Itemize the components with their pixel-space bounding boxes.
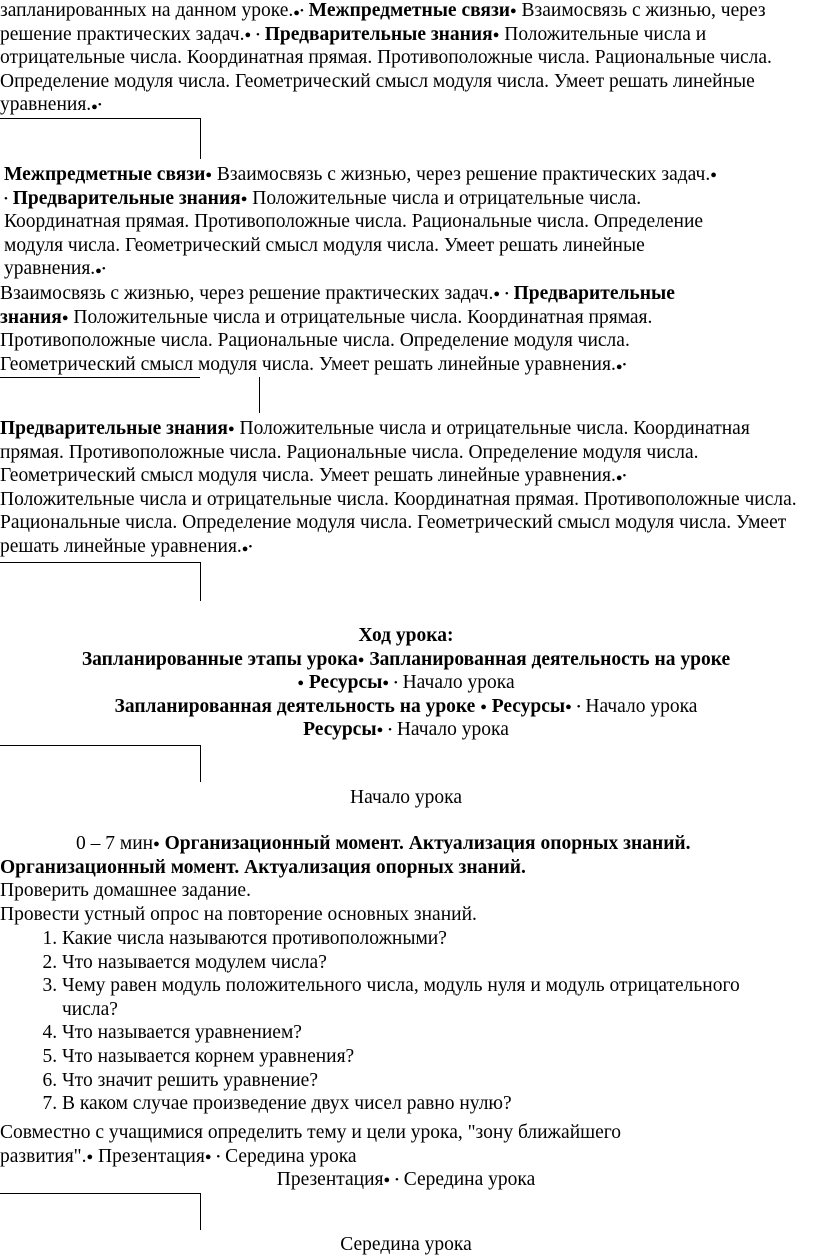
heading-prior-knowledge: Предварительные знания <box>0 418 228 439</box>
paragraph-interdisciplinary <box>0 163 724 281</box>
text-fragment: Начало урока <box>580 695 698 717</box>
text-fragment: Взаимосвязь с жизнью, через решение практических задач. <box>0 283 494 304</box>
bullet-glyph: ● <box>382 677 389 690</box>
bullet-glyph: ● <box>61 311 69 324</box>
text-fragment: Положительные числа и отрицательные числа. Координатная прямая. Противоположные числа. Рациональные числа. Определение модуля числа. Геометрический смысл модуля числа. Умеет решать линейные уравнения. <box>0 488 797 557</box>
text-fragment: Организационный момент. Актуализация опорных знаний. <box>0 856 526 878</box>
text-fragment: Середина урока <box>398 1169 536 1190</box>
bullet-glyph: ● <box>493 288 501 300</box>
bullet-glyph: ● <box>297 677 305 690</box>
text-fragment: Положительные числа и отрицательные числа. Координатная прямая. Противоположные числа. Рациональные числа. Определение модуля числа. Геометрический смысл модуля числа. Умеет решать линейные уравнения. <box>4 187 704 280</box>
bullet-glyph: • <box>216 1150 221 1163</box>
text-fragment: Ресурсы <box>308 672 383 694</box>
heading-prior-knowledge: Предварительные знания <box>0 283 675 328</box>
lesson-course-block <box>0 624 812 742</box>
org-moment-block <box>0 832 812 926</box>
text-fragment: Запланированные этапы урока <box>81 648 358 670</box>
bullet-glyph: • <box>248 540 253 553</box>
text-fragment: Начало урока <box>391 719 509 741</box>
bullet-glyph: ● <box>492 28 500 41</box>
table-cell-border <box>0 562 201 601</box>
text-fragment: Запланированная деятельность на уроке <box>114 695 481 717</box>
table-cell-border <box>259 377 260 413</box>
bullet-glyph: • <box>622 358 627 371</box>
list-item: 6. Что значит решить уравнение? <box>62 1069 790 1093</box>
section-title: Ход урока: <box>358 625 454 646</box>
text-fragment: Презентация <box>276 1169 384 1190</box>
bullet-glyph: ● <box>205 169 212 181</box>
bullet-glyph: ● <box>480 700 487 713</box>
bullet-glyph: • <box>256 28 260 41</box>
text-fragment: Ресурсы <box>486 695 566 717</box>
heading-prior-knowledge: Предварительные знания <box>264 23 493 45</box>
bullet-glyph: • <box>299 5 304 17</box>
bullet-glyph: ● <box>244 28 252 41</box>
text-fragment: Ресурсы <box>303 719 377 741</box>
bullet-glyph: ● <box>241 542 249 555</box>
bullet-glyph: • <box>395 1174 399 1186</box>
list-item: 7. В каком случае произведение двух чисел равно нулю? <box>62 1092 790 1116</box>
text-fragment: Положительные числа и отрицательные числа. Координатная прямая. Противоположные числа. Рациональные числа. Определение модуля числа. Геометрический смысл модуля числа. Умеет решать линейные уравнения. <box>0 23 772 116</box>
bullet-glyph: ● <box>510 5 517 17</box>
heading-interdisciplinary: Межпредметные связи <box>308 0 511 21</box>
list-item: 2. Что называется модулем числа? <box>62 951 790 975</box>
bullet-glyph: ● <box>95 265 102 278</box>
bullet-glyph: ● <box>376 724 384 737</box>
bullet-glyph: • <box>504 288 509 300</box>
bullet-glyph: ● <box>383 1174 391 1186</box>
bullet-glyph: • <box>4 192 8 205</box>
question-list <box>0 927 790 1116</box>
presentation-line <box>0 1168 812 1192</box>
text-fragment: Организационный момент. Актуализация опорных знаний. <box>159 833 691 854</box>
list-item: 1. Какие числа называются противоположными? <box>62 927 790 951</box>
text-fragment: Положительные числа и отрицательные числа. Координатная прямая. Противоположные числа. Рациональные числа. Определение модуля числа. Геометрический смысл модуля числа. Умеет решать линейные уравнения. <box>0 418 750 487</box>
bullet-glyph: • <box>576 700 581 713</box>
bullet-glyph: ● <box>615 360 623 373</box>
list-item: 4. Что называется уравнением? <box>62 1021 790 1045</box>
text-fragment: Совместно с учащимися определить тему и цели урока, "зону ближайшего развития". <box>0 1122 622 1167</box>
heading-interdisciplinary: Межпредметные связи <box>4 164 206 185</box>
text-fragment: Положительные числа и отрицательные числа. Координатная прямая. Противоположные числа. Рациональные числа. Определение модуля числа. Геометрический смысл модуля числа. Умеет решать линейные уравнения. <box>0 306 653 375</box>
bullet-glyph: • <box>622 470 627 483</box>
list-item: 5. Что называется корнем уравнения? <box>62 1045 790 1069</box>
table-cell-border <box>0 118 201 159</box>
goal-paragraph <box>0 1121 680 1168</box>
text-fragment: Презентация <box>93 1145 205 1167</box>
lesson-middle-heading: Середина урока <box>340 1234 472 1255</box>
text-fragment: Середина урока <box>220 1145 357 1167</box>
paragraph-intro <box>0 0 812 117</box>
bullet-glyph: ● <box>615 472 623 485</box>
time-range: 0 – 7 мин <box>76 833 154 854</box>
table-cell-border <box>0 1193 201 1230</box>
bullet-glyph: ● <box>227 423 235 435</box>
bullet-glyph: • <box>393 677 398 690</box>
bullet-glyph: ● <box>91 101 98 114</box>
paragraph-prior-knowledge <box>0 417 812 559</box>
heading-prior-knowledge: Предварительные знания <box>12 187 241 209</box>
list-item: 3. Чему равен модуль положительного числа, модуль нуля и модуль отрицательного числа? <box>62 974 790 1021</box>
text-fragment: Запланированная деятельность на уроке <box>364 648 731 670</box>
bullet-glyph: • <box>101 263 106 276</box>
bullet-glyph: ● <box>357 653 365 666</box>
bullet-glyph: ● <box>204 1150 212 1163</box>
text-fragment: Взаимосвязь с жизнью, через решение практических задач. <box>212 164 711 185</box>
text-fragment: Начало урока <box>397 672 515 694</box>
table-cell-border <box>0 377 200 378</box>
bullet-glyph: ● <box>293 7 300 19</box>
text-fragment: Провести устный опрос на повторение основных знаний. <box>0 903 477 925</box>
bullet-glyph: • <box>97 99 102 112</box>
question-list-container <box>0 927 790 1116</box>
bullet-glyph: ● <box>565 700 572 713</box>
paragraph-life-connection <box>0 282 740 376</box>
text-fragment: запланированных на данном уроке. <box>0 0 294 21</box>
bullet-glyph: ● <box>710 169 717 181</box>
text-fragment: Проверить домашнее задание. <box>0 880 251 902</box>
bullet-glyph: ● <box>86 1150 94 1163</box>
text-fragment: Взаимосвязь с жизнью, через решение практических задач. <box>0 0 766 45</box>
bullet-glyph: • <box>388 724 392 737</box>
bullet-glyph: ● <box>153 838 160 850</box>
lesson-start-heading: Начало урока <box>349 787 463 808</box>
table-cell-border <box>0 745 201 782</box>
bullet-glyph: ● <box>240 192 248 205</box>
